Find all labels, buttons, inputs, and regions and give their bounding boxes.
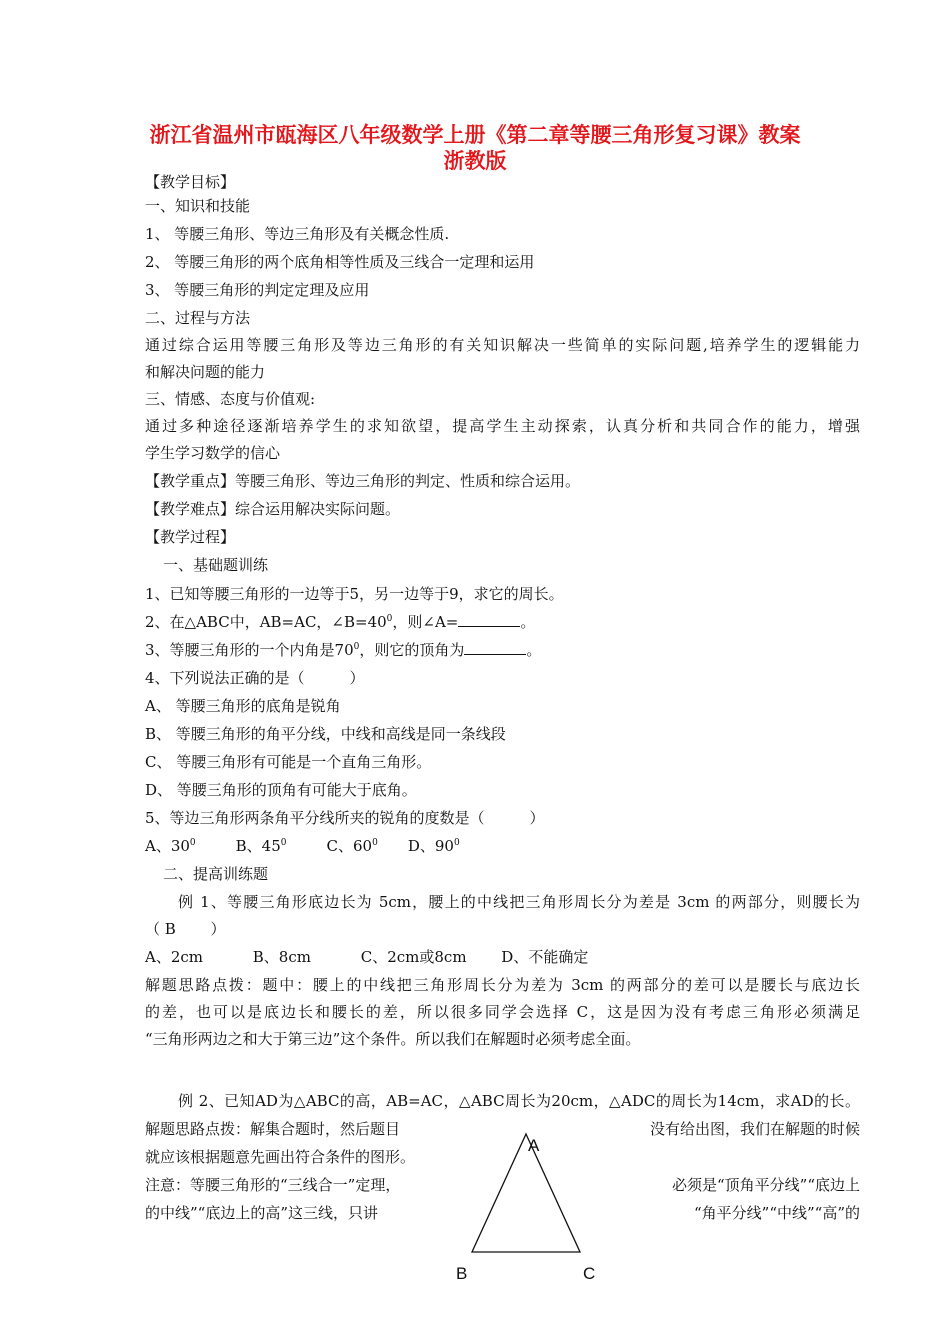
solution-2-line-2-left: 就应该根据题意先画出符合条件的图形。 — [145, 1148, 416, 1166]
vertex-label-c: C — [583, 1264, 596, 1283]
solution-1-line-2: 的差，也可以是底边长和腰长的差，所以很多同学会选择 C，这是因为没有考虑三角形必须满足 — [145, 1003, 860, 1021]
emotion-paragraph-line-1: 通过多种途径逐渐培养学生的求知欲望，提高学生主动探索，认真分析和共同合作的能力，增强 — [145, 417, 860, 435]
solution-2-line-4-left: 的中线”“底边上的高”这三线，只讲 — [145, 1204, 379, 1222]
knowledge-item-3: 3、 等腰三角形的判定定理及应用 — [145, 281, 370, 299]
example-1-line-1: 例 1、等腰三角形底边长为 5cm，腰上的中线把三角形周长分为差是 3cm 的两部分，则腰长为 — [178, 893, 860, 911]
question-3-text-mid: ，则它的顶角为 — [359, 641, 465, 659]
question-4-option-d: D、 等腰三角形的顶角有可能大于底角。 — [145, 781, 417, 799]
question-3 — [145, 640, 541, 660]
document-title: 浙江省温州市瓯海区八年级数学上册《第二章等腰三角形复习课》教案 — [149, 122, 801, 147]
solution-1-line-1: 解题思路点拨：题中：腰上的中线把三角形周长分为差为 3cm 的两部分的差可以是腰长与底边长 — [145, 976, 860, 994]
solution-2-line-4-right: “角平分线”“中线”“高”的 — [693, 1204, 860, 1222]
teaching-goals-header: 【教学目标】 — [145, 173, 236, 191]
degree-mark: 0 — [386, 614, 393, 624]
question-3-end: 。 — [526, 641, 542, 659]
triangle-abc — [472, 1134, 580, 1252]
triangle-figure — [440, 1126, 620, 1286]
question-2-end: 。 — [520, 613, 536, 631]
question-5: 5、等边三角形两条角平分线所夹的锐角的度数是（ ） — [145, 809, 545, 827]
question-4-option-b: B、 等腰三角形的角平分线，中线和高线是同一条线段 — [145, 725, 506, 743]
question-5-options — [145, 836, 460, 856]
teaching-key-point: 【教学重点】等腰三角形、等边三角形的判定、性质和综合运用。 — [145, 472, 581, 490]
degree-mark: 0 — [353, 642, 360, 652]
emotion-paragraph-line-2: 学生学习数学的信心 — [145, 444, 281, 462]
basic-training-header: 一、基础题训练 — [163, 556, 269, 574]
degree-mark: 0 — [372, 838, 378, 848]
answer-blank — [464, 640, 526, 655]
section-knowledge-skills: 一、知识和技能 — [145, 197, 251, 215]
teaching-difficulty: 【教学难点】综合运用解决实际问题。 — [145, 500, 401, 518]
question-2-text-mid: ，则∠A= — [392, 613, 459, 631]
process-paragraph-line-1: 通过综合运用等腰三角形及等边三角形的有关知识解决一些简单的实际问题,培养学生的逻辑能力 — [145, 336, 860, 354]
question-5-option-d: D、90 — [407, 837, 454, 855]
section-process-method: 二、过程与方法 — [145, 309, 251, 327]
process-paragraph-line-2: 和解决问题的能力 — [145, 363, 266, 381]
vertex-label-b: B — [456, 1264, 468, 1283]
question-5-option-b: B、45 — [235, 837, 281, 855]
section-emotion-values: 三、情感、态度与价值观: — [145, 390, 316, 408]
solution-2-line-3-left: 注意：等腰三角形的“三线合一”定理， — [145, 1176, 401, 1194]
example-2: 例 2、已知AD为△ABC的高，AB=AC，△ABC周长为20cm，△ADC的周长为14cm，求AD的长。 — [178, 1092, 860, 1110]
example-1-options: A、2cm B、8cm C、2cm或8cm D、不能确定 — [145, 948, 589, 966]
degree-mark: 0 — [280, 838, 287, 848]
degree-mark: 0 — [453, 838, 460, 848]
solution-2-line-1-right: 没有给出图，我们在解题的时候 — [649, 1120, 860, 1138]
document-subtitle: 浙教版 — [443, 148, 507, 173]
question-5-option-c: C、60 — [326, 837, 373, 855]
solution-2-line-3-right: 必须是“顶角平分线”“底边上 — [671, 1176, 860, 1194]
question-1: 1、已知等腰三角形的一边等于5，另一边等于9，求它的周长。 — [145, 585, 564, 603]
question-4: 4、下列说法正确的是（ ） — [145, 669, 365, 687]
question-2 — [145, 612, 535, 632]
answer-blank — [458, 612, 520, 627]
solution-2-line-1-left: 解题思路点拨：解集合题时，然后题目 — [145, 1120, 401, 1138]
degree-mark: 0 — [189, 838, 196, 848]
teaching-process-header: 【教学过程】 — [145, 528, 236, 546]
question-3-text: 3、等腰三角形的一个内角是70 — [145, 641, 354, 659]
question-4-option-a: A、 等腰三角形的底角是锐角 — [145, 697, 341, 715]
question-5-option-a: A、30 — [145, 837, 190, 855]
knowledge-item-1: 1、 等腰三角形、等边三角形及有关概念性质. — [145, 225, 450, 243]
knowledge-item-2: 2、 等腰三角形的两个底角相等性质及三线合一定理和运用 — [145, 253, 535, 271]
advanced-training-header: 二、提高训练题 — [163, 865, 269, 883]
question-2-text: 2、在△ABC中，AB=AC，∠B=40 — [145, 613, 387, 631]
solution-1-line-3: “三角形两边之和大于第三边”这个条件。所以我们在解题时必须考虑全面。 — [145, 1030, 641, 1048]
question-4-option-c: C、 等腰三角形有可能是一个直角三角形。 — [145, 753, 432, 771]
vertex-label-a: A — [528, 1136, 540, 1155]
example-1-line-2: （ B ） — [145, 920, 226, 938]
